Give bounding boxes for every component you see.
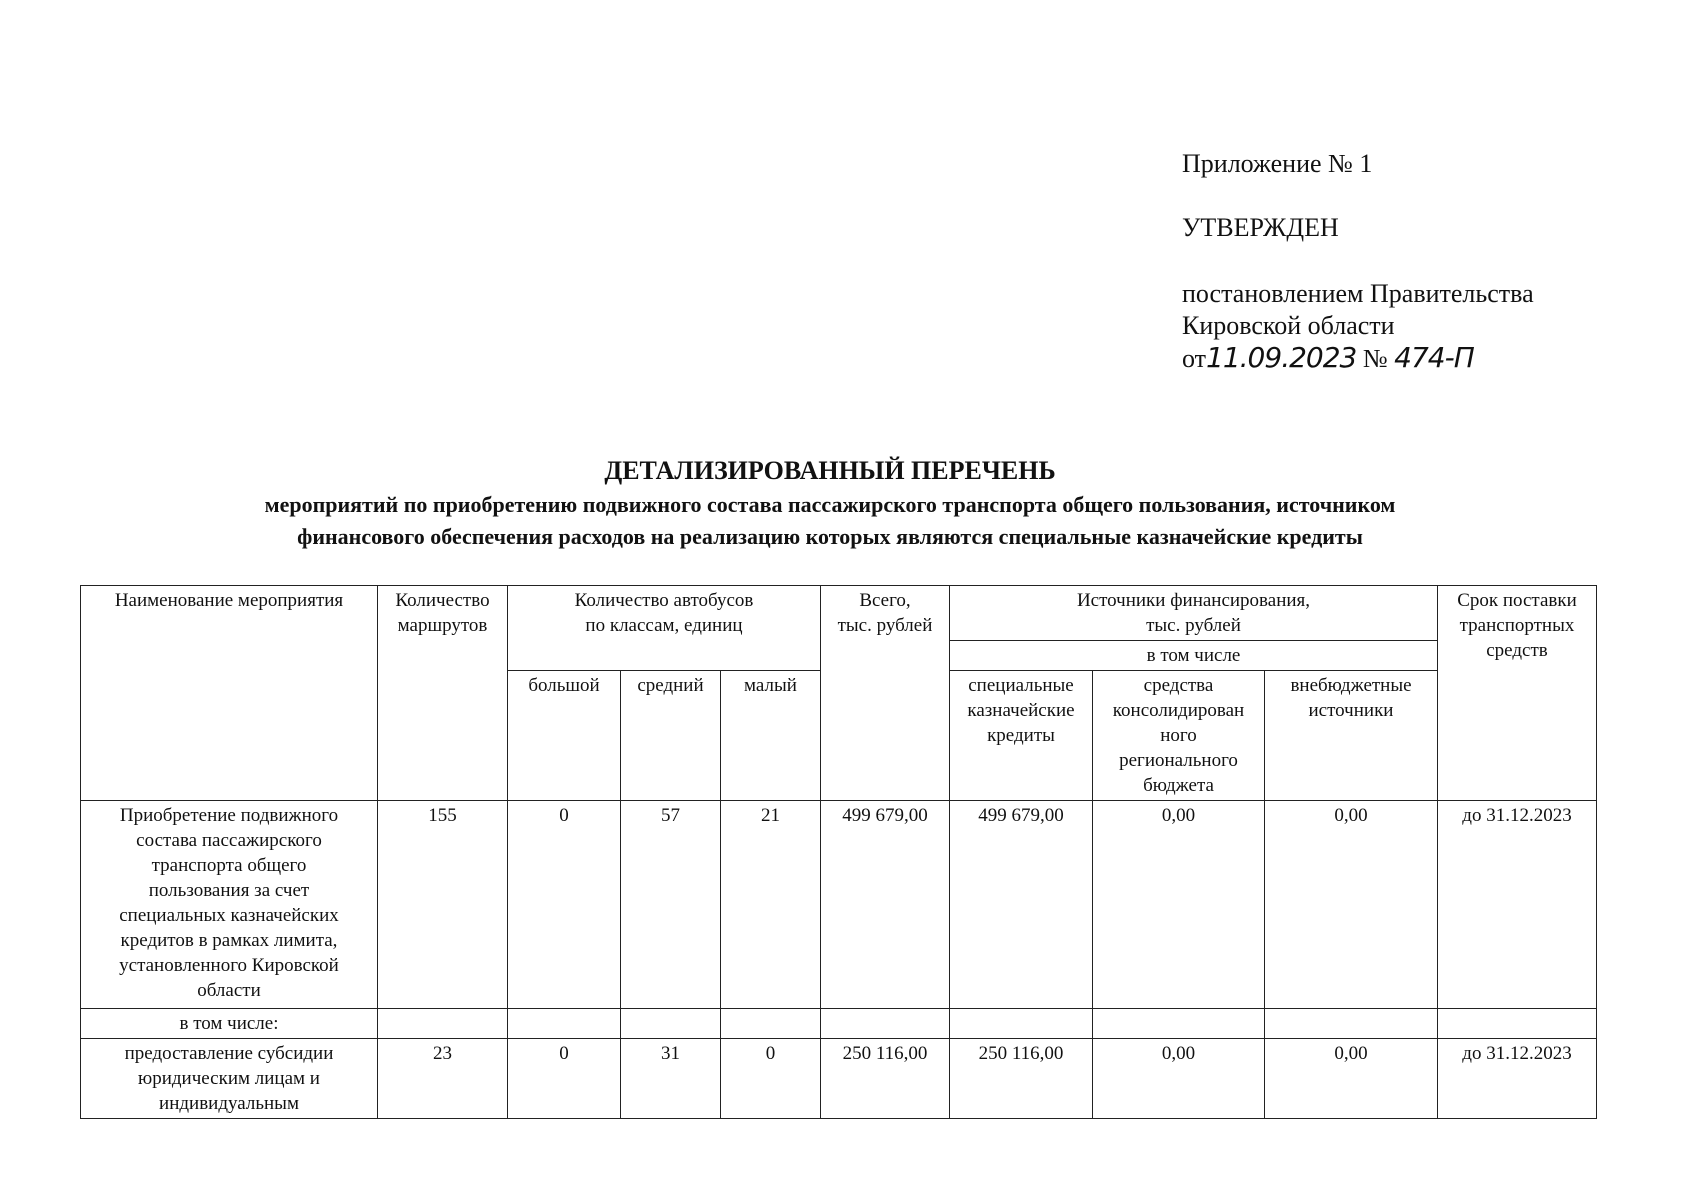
row1-medium: 57 (621, 801, 721, 1009)
handwritten-date: 11.09.2023 (1206, 341, 1357, 374)
approval-line-2: Кировской области (1182, 311, 1395, 340)
row2-medium: 31 (621, 1039, 721, 1119)
handwritten-number: 474-П (1394, 341, 1474, 374)
approved-label: УТВЕРЖДЕН (1182, 213, 1339, 242)
approval-line-1: постановлением Правительства (1182, 279, 1534, 308)
header-special-credits: специальные казначейские кредиты (950, 671, 1093, 801)
date-prefix: от (1182, 344, 1207, 373)
table-row (81, 801, 1597, 1009)
header-regional-budget: средства консолидирован ного регионального бюджета (1093, 671, 1265, 801)
row1-deadline: до 31.12.2023 (1438, 801, 1597, 1009)
header-sources: Источники финансирования, тыс. рублей (950, 586, 1438, 641)
header-row-1 (81, 586, 1597, 641)
header-deadline: Срок поставки транспортных средств (1438, 586, 1597, 801)
header-medium: средний (621, 671, 721, 801)
header-name: Наименование мероприятия (81, 586, 378, 801)
header-extrabudgetary: внебюджетные источники (1265, 671, 1438, 801)
number-prefix: № (1362, 344, 1388, 373)
row-including-label: в том числе: (81, 1009, 378, 1039)
row1-large: 0 (508, 801, 621, 1009)
row1-name: Приобретение подвижного состава пассажирского транспорта общего пользования за счет специальных казначейских кредитов в рамках лимита, установленного Кировской области (81, 801, 378, 1009)
header-large: большой (508, 671, 621, 801)
row1-regional: 0,00 (1093, 801, 1265, 1009)
header-routes: Количество маршрутов (378, 586, 508, 801)
measures-table (80, 585, 1597, 1119)
table-row (81, 1009, 1597, 1039)
row2-small: 0 (721, 1039, 821, 1119)
row2-large: 0 (508, 1039, 621, 1119)
row2-regional: 0,00 (1093, 1039, 1265, 1119)
row2-extra: 0,00 (1265, 1039, 1438, 1119)
row2-routes: 23 (378, 1039, 508, 1119)
document-heading: ДЕТАЛИЗИРОВАННЫЙ ПЕРЕЧЕНЬ (604, 456, 1056, 485)
header-total: Всего, тыс. рублей (821, 586, 950, 801)
appendix-number: Приложение № 1 (1182, 149, 1373, 178)
header-including: в том числе (950, 641, 1438, 671)
row2-total: 250 116,00 (821, 1039, 950, 1119)
row1-extra: 0,00 (1265, 801, 1438, 1009)
header-buses: Количество автобусов по классам, единиц (508, 586, 821, 671)
document-subtitle-line-1: мероприятий по приобретению подвижного состава пассажирского транспорта общего пользования, источником (264, 492, 1396, 517)
row2-name: предоставление субсидии юридическим лицам и индивидуальным (81, 1039, 378, 1119)
row1-routes: 155 (378, 801, 508, 1009)
document-subtitle-line-2: финансового обеспечения расходов на реализацию которых являются специальные казначейские кредиты (297, 524, 1363, 549)
header-small: малый (721, 671, 821, 801)
row2-special: 250 116,00 (950, 1039, 1093, 1119)
row1-special: 499 679,00 (950, 801, 1093, 1009)
approval-date-line (1182, 342, 1474, 375)
table-row (81, 1039, 1597, 1119)
row1-total: 499 679,00 (821, 801, 950, 1009)
row2-deadline: до 31.12.2023 (1438, 1039, 1597, 1119)
row1-small: 21 (721, 801, 821, 1009)
